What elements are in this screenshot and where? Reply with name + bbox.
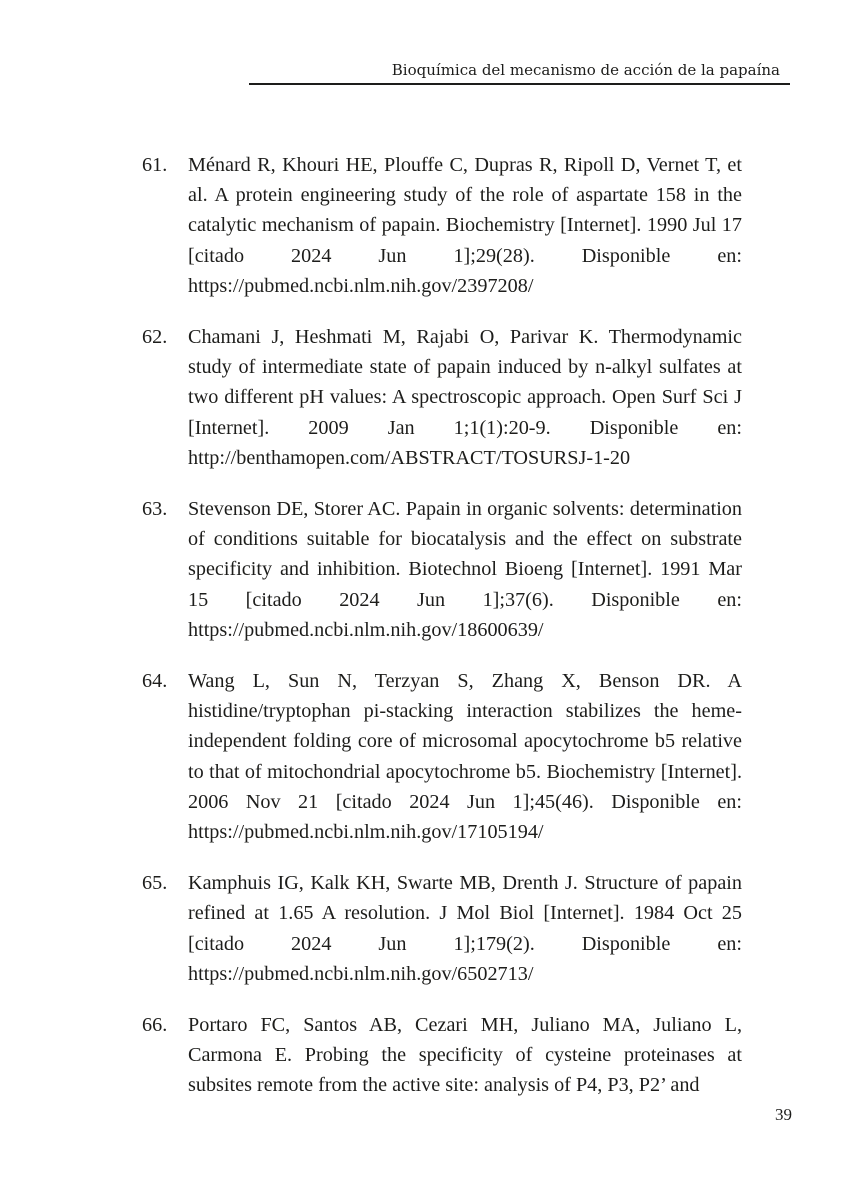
reference-list xyxy=(142,150,742,1122)
page-number: 39 xyxy=(775,1105,792,1124)
reference-text: Ménard R, Khouri HE, Plouffe C, Dupras R, Ripoll D, Vernet T, et al. A protein engineering study of the role of aspartate 158 in the catalytic mechanism of papain. Biochemistry [Internet]. 1990 Jul 17 [citado 2024 Jun 1];29(28). Disponible en: https://pubmed.ncbi.nlm.nih.gov/2397208/ xyxy=(188,154,742,297)
reference-item xyxy=(142,150,742,301)
reference-number: 66. xyxy=(142,1014,168,1037)
reference-item xyxy=(142,666,742,847)
reference-number: 65. xyxy=(142,872,168,895)
reference-text: Wang L, Sun N, Terzyan S, Zhang X, Benson DR. A histidine/tryptophan pi-stacking interaction stabilizes the heme-independent folding core of microsomal apocytochrome b5 relative to that of mitochondrial apocytochrome b5. Biochemistry [Internet]. 2006 Nov 21 [citado 2024 Jun 1];45(46). Disponible en: https://pubmed.ncbi.nlm.nih.gov/17105194/ xyxy=(188,670,742,844)
reference-item xyxy=(142,494,742,645)
reference-item xyxy=(142,1010,742,1101)
reference-item xyxy=(142,322,742,473)
header-rule xyxy=(249,83,790,85)
reference-text: Portaro FC, Santos AB, Cezari MH, Juliano MA, Juliano L, Carmona E. Probing the specificity of cysteine proteinases at subsites remote from the active site: analysis of P4, P3, P2’ and xyxy=(188,1014,742,1097)
reference-text: Kamphuis IG, Kalk KH, Swarte MB, Drenth J. Structure of papain refined at 1.65 A resolution. J Mol Biol [Internet]. 1984 Oct 25 [citado 2024 Jun 1];179(2). Disponible en: https://pubmed.ncbi.nlm.nih.gov/6502713/ xyxy=(188,872,742,985)
reference-item xyxy=(142,868,742,989)
reference-number: 62. xyxy=(142,326,168,349)
reference-text: Stevenson DE, Storer AC. Papain in organic solvents: determination of conditions suitable for biocatalysis and the effect on substrate specificity and inhibition. Biotechnol Bioeng [Internet]. 1991 Mar 15 [citado 2024 Jun 1];37(6). Disponible en: https://pubmed.ncbi.nlm.nih.gov/18600639/ xyxy=(188,498,742,641)
reference-number: 64. xyxy=(142,670,168,693)
reference-number: 63. xyxy=(142,498,168,521)
reference-text: Chamani J, Heshmati M, Rajabi O, Parivar K. Thermodynamic study of intermediate state of papain induced by n-alkyl sulfates at two different pH values: A spectroscopic approach. Open Surf Sci J [Internet]. 2009 Jan 1;1(1):20-9. Disponible en: http://benthamopen.com/ABSTRACT/TOSURSJ-1-20 xyxy=(188,326,742,469)
reference-number: 61. xyxy=(142,154,168,176)
running-header: Bioquímica del mecanismo de acción de la papaína xyxy=(391,61,780,79)
